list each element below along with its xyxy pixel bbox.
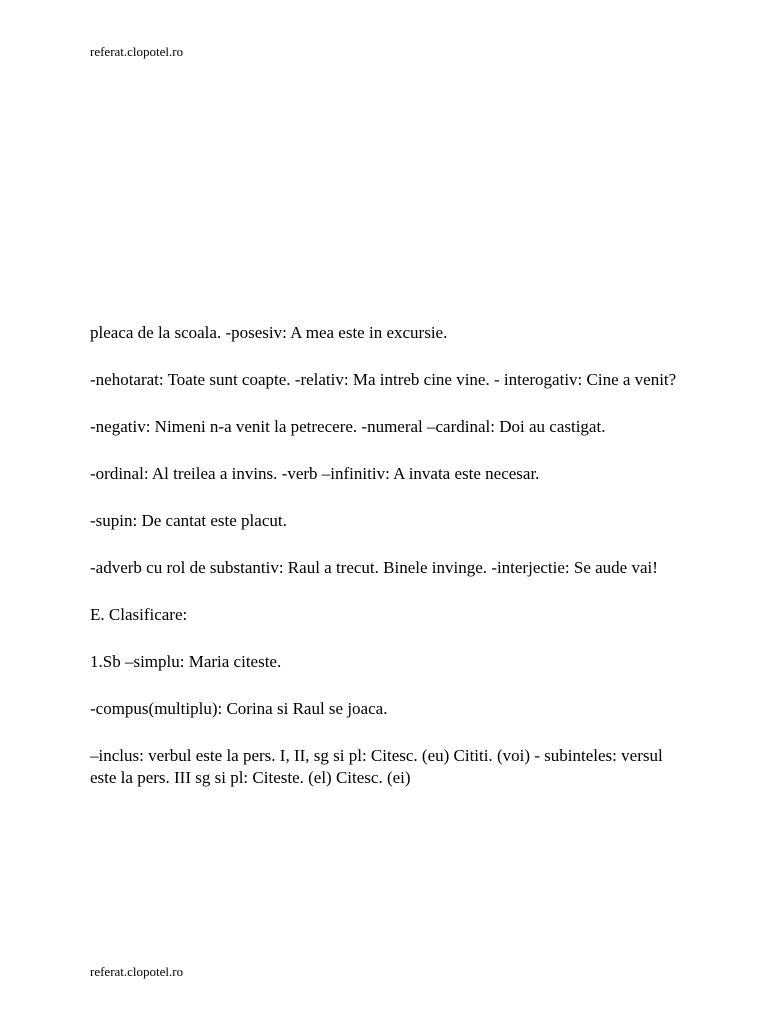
paragraph-simplu: 1.Sb –simplu: Maria citeste. <box>90 652 282 671</box>
paragraph-nehotarat: -nehotarat: Toate sunt coapte. -relativ: Ma intreb cine vine. - interogativ: Cine a venit? <box>90 370 677 389</box>
document-body <box>90 322 690 814</box>
paragraph-negativ: -negativ: Nimeni n-a venit la petrecere. -numeral –cardinal: Doi au castigat. <box>90 417 606 436</box>
paragraph-supin: -supin: De cantat este placut. <box>90 511 287 530</box>
paragraph-inclus: –inclus: verbul este la pers. I, II, sg si pl: Citesc. (eu) Cititi. (voi) - subinteles: versul este la pers. III sg si pl: Citeste. (el) Citesc. (ei) <box>90 746 663 787</box>
page-header-source: referat.clopotel.ro <box>90 44 184 59</box>
section-heading-clasificare: E. Clasificare: <box>90 605 188 624</box>
paragraph-compus: -compus(multiplu): Corina si Raul se joaca. <box>90 699 388 718</box>
paragraph-ordinal: -ordinal: Al treilea a invins. -verb –infinitiv: A invata este necesar. <box>90 464 540 483</box>
page-footer-source: referat.clopotel.ro <box>90 964 184 979</box>
paragraph-posesiv: pleaca de la scoala. -posesiv: A mea este in excursie. <box>90 323 448 342</box>
paragraph-adverb: -adverb cu rol de substantiv: Raul a trecut. Binele invinge. -interjectie: Se aude vai! <box>90 558 658 577</box>
